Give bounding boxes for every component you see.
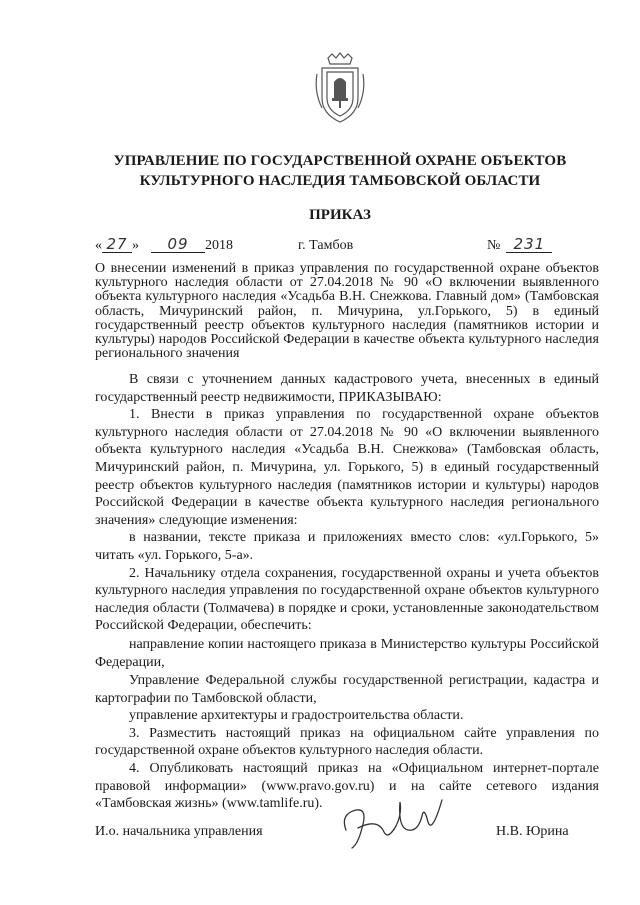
item-4-paragraph: 4. Опубликовать настоящий приказ на «Официальном интернет-портале правовой информации» (www.pravo.gov.ru) и на сайте сетевого издания «Тамбовская жизнь» (www.tamlife.ru).	[95, 761, 599, 812]
date-year: 2018	[205, 238, 233, 253]
item-2-paragraph: 2. Начальнику отдела сохранения, государственной охраны и учета объектов культурного наследия управления по государственной охране объектов культурного наследия области (Толмачева) в порядке и сроки, установленные законодательством Российской Федерации, обеспечить:	[95, 565, 599, 634]
handwritten-signature	[338, 788, 448, 858]
document-type-heading: ПРИКАЗ	[309, 207, 371, 223]
signatory-position: И.о. начальника управления	[95, 824, 263, 839]
item-2-recipient-ministry: направление копии настоящего приказа в Министерство культуры Российской Федерации,	[95, 636, 599, 670]
number-sign: №	[487, 238, 501, 253]
order-number	[487, 236, 552, 256]
number-value: 231	[506, 236, 552, 253]
date-day: 27	[102, 236, 132, 253]
signatory-name: Н.В. Юрина	[496, 824, 569, 839]
coat-of-arms-emblem	[312, 52, 368, 124]
date-month: 09	[151, 236, 205, 253]
agency-title-line2: КУЛЬТУРНОГО НАСЛЕДИЯ ТАМБОВСКОЙ ОБЛАСТИ	[139, 173, 541, 189]
agency-title-line1: УПРАВЛЕНИЕ ПО ГОСУДАРСТВЕННОЙ ОХРАНЕ ОБЪЕКТОВ	[113, 153, 567, 169]
agency-title	[70, 151, 610, 191]
item-2-recipient-architecture: управление архитектуры и градостроительства области.	[129, 708, 464, 724]
item-1-paragraph: 1. Внести в приказ управления по государственной охране объектов культурного наследия области от 27.04.2018 № 90 «О включении выявленного объекта культурного наследия «Усадьба В.Н. Снежкова» (Тамбовская область, Мичуринский район, п. Мичурина, ул. Горького, 5) в единый государственный реестр объектов культурного наследия (памятников истории и культуры) народов Российской Федерации в качестве объекта культурного наследия регионального значения» следующие изменения:	[95, 407, 599, 528]
order-subject: О внесении изменений в приказ управления по государственной охране объектов культурного наследия области от 27.04.2018 № 90 «О включении выявленного объекта культурного наследия «Усадьба В.Н. Снежкова. Главный дом» (Тамбовская область, Мичуринский район, п. Мичурина, ул.Горького, 5) в единый государственный реестр объектов культурного наследия (памятников истории и культуры) народов Российской Федерации в качестве объекта культурного наследия регионального значения	[95, 261, 599, 362]
item-3-paragraph: 3. Разместить настоящий приказ на официальном сайте управления по государственной охране объектов культурного наследия области.	[95, 725, 599, 759]
item-1-change-paragraph: в названии, тексте приказа и приложениях вместо слов: «ул.Горького, 5» читать «ул. Горького, 5-а».	[95, 530, 599, 563]
order-body	[95, 371, 599, 813]
preamble-paragraph: В связи с уточнением данных кадастрового учета, внесенных в единый государственный реестр недвижимости, ПРИКАЗЫВАЮ:	[95, 372, 599, 405]
order-city: г. Тамбов	[298, 238, 354, 253]
date-close-quote: »	[132, 238, 139, 253]
date-open-quote: «	[95, 238, 102, 253]
item-2-recipient-registry: Управление Федеральной службы государственной регистрации, кадастра и картографии по Тамбовской области,	[95, 673, 599, 706]
order-date	[95, 236, 233, 256]
